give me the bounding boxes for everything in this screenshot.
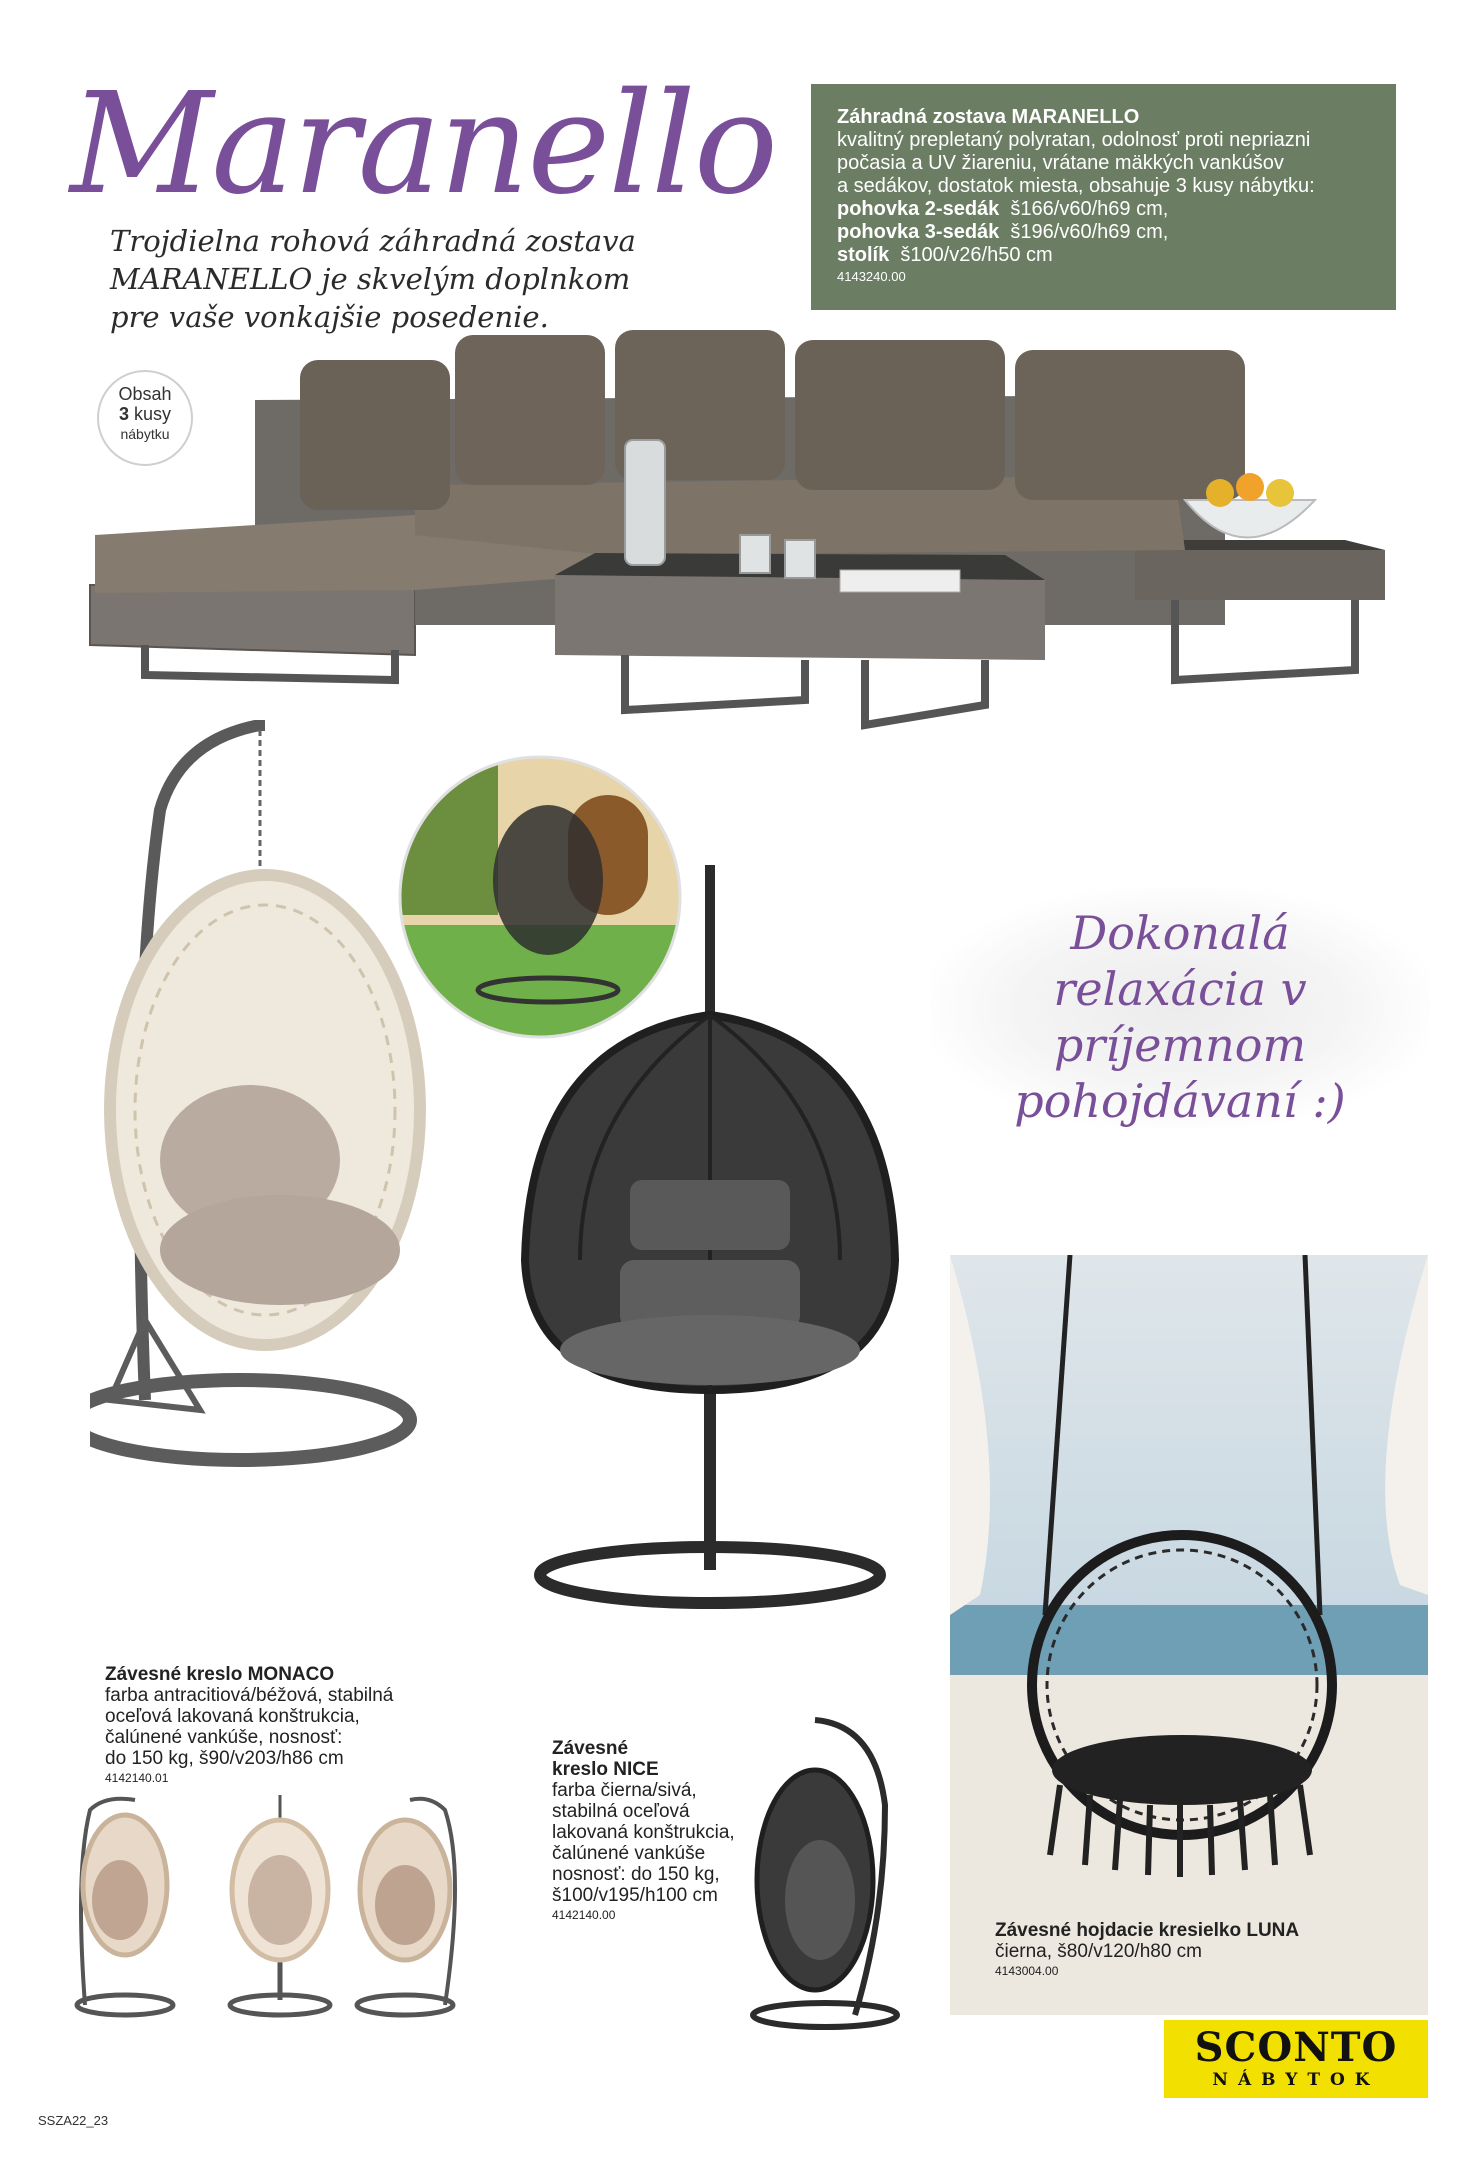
back-cushion — [300, 360, 450, 510]
intro-line-1: Trojdielna rohová záhradná zostava — [110, 224, 636, 258]
slogan-line-2: relaxácia v príjemnom — [1053, 962, 1307, 1072]
content-badge — [97, 370, 193, 466]
luna-chair-image — [950, 1255, 1428, 2015]
nice-name-1: Závesné — [552, 1738, 629, 1759]
monaco-description — [105, 1664, 445, 1787]
slogan-line-1: Dokonalá — [1070, 906, 1290, 960]
logo-line-2: NÁBYTOK — [1212, 2070, 1380, 2090]
item-dims: š100/v26/h50 cm — [900, 244, 1053, 266]
maranello-heading: Záhradná zostava MARANELLO — [837, 106, 1140, 128]
nice-chair-image — [520, 860, 900, 1610]
item-name: stolík — [837, 244, 890, 266]
nice-small-chair-image — [735, 1715, 915, 2030]
nice-line-5: nosnosť: do 150 kg, — [552, 1864, 720, 1885]
maranello-item-2 — [837, 221, 1370, 244]
item-dims: š166/v60/h69 cm, — [1010, 198, 1169, 220]
nice-line-1: farba čierna/sivá, — [552, 1780, 697, 1801]
page-code: SSZA22_23 — [38, 2113, 109, 2128]
monaco-line-4: do 150 kg, š90/v203/h86 cm — [105, 1748, 344, 1769]
badge-line-3: nábytku — [120, 426, 170, 442]
item-name: pohovka 3-sedák — [837, 221, 1000, 243]
maranello-desc-1: kvalitný prepletaný polyratan, odolnosť proti nepriazni — [837, 129, 1311, 151]
luna-name: Závesné hojdacie kresielko LUNA — [995, 1920, 1300, 1941]
page-title: Maranello — [70, 63, 777, 226]
monaco-line-1: farba antracitiová/béžová, stabilná — [105, 1685, 394, 1706]
nice-line-4: čalúnené vankúše — [552, 1843, 706, 1864]
monaco-line-2: oceľová lakovaná konštrukcia, — [105, 1706, 360, 1727]
back-cushion — [455, 335, 605, 485]
monaco-variant — [230, 1795, 330, 2015]
slogan — [920, 905, 1440, 1129]
badge-count: 3 — [118, 404, 129, 424]
nice-code: 4142140.00 — [552, 1908, 616, 1922]
back-cushion — [795, 340, 1005, 490]
maranello-sofa-image — [85, 325, 1385, 735]
monaco-variant — [357, 1799, 455, 2015]
nice-name-2: kreslo NICE — [552, 1759, 659, 1780]
maranello-desc-3: a sedákov, dostatok miesta, obsahuje 3 kusy nábytku: — [837, 175, 1315, 197]
maranello-item-3 — [837, 244, 1370, 267]
monaco-variant — [77, 1799, 173, 2015]
slogan-line-3: pohojdávaní :) — [1014, 1074, 1346, 1128]
maranello-desc-2: počasia a UV žiareniu, vrátane mäkkých vankúšov — [837, 152, 1284, 174]
back-cushion — [1015, 350, 1245, 500]
badge-unit: kusy — [134, 404, 172, 424]
badge-line-2 — [99, 404, 191, 424]
luna-code: 4143004.00 — [995, 1964, 1059, 1978]
monaco-code: 4142140.01 — [105, 1771, 169, 1785]
monaco-line-3: čalúnené vankúše, nosnosť: — [105, 1727, 343, 1748]
luna-description — [995, 1920, 1335, 1980]
maranello-item-1 — [837, 198, 1370, 221]
logo-line-1: SCONTO — [1194, 2024, 1398, 2071]
item-dims: š196/v60/h69 cm, — [1010, 221, 1169, 243]
intro-text — [110, 222, 670, 336]
nice-line-2: stabilná oceľová — [552, 1801, 690, 1822]
luna-line-1: čierna, š80/v120/h80 cm — [995, 1941, 1203, 1962]
nice-line-6: š100/v195/h100 cm — [552, 1885, 718, 1906]
luna-photo — [950, 1255, 1428, 2015]
badge-line-1: Obsah — [118, 384, 172, 404]
nice-line-3: lakovaná konštrukcia, — [552, 1822, 735, 1843]
intro-line-3: pre vaše vonkajšie posedenie. — [110, 300, 549, 334]
maranello-code: 4143240.00 — [837, 269, 906, 284]
monaco-variants-image — [70, 1790, 480, 2020]
sconto-logo — [1164, 2020, 1428, 2098]
monaco-name: Závesné kreslo MONACO — [105, 1664, 335, 1685]
maranello-info-box — [811, 84, 1396, 310]
item-name: pohovka 2-sedák — [837, 198, 1000, 220]
intro-line-2: MARANELLO je skvelým doplnkom — [110, 262, 631, 296]
